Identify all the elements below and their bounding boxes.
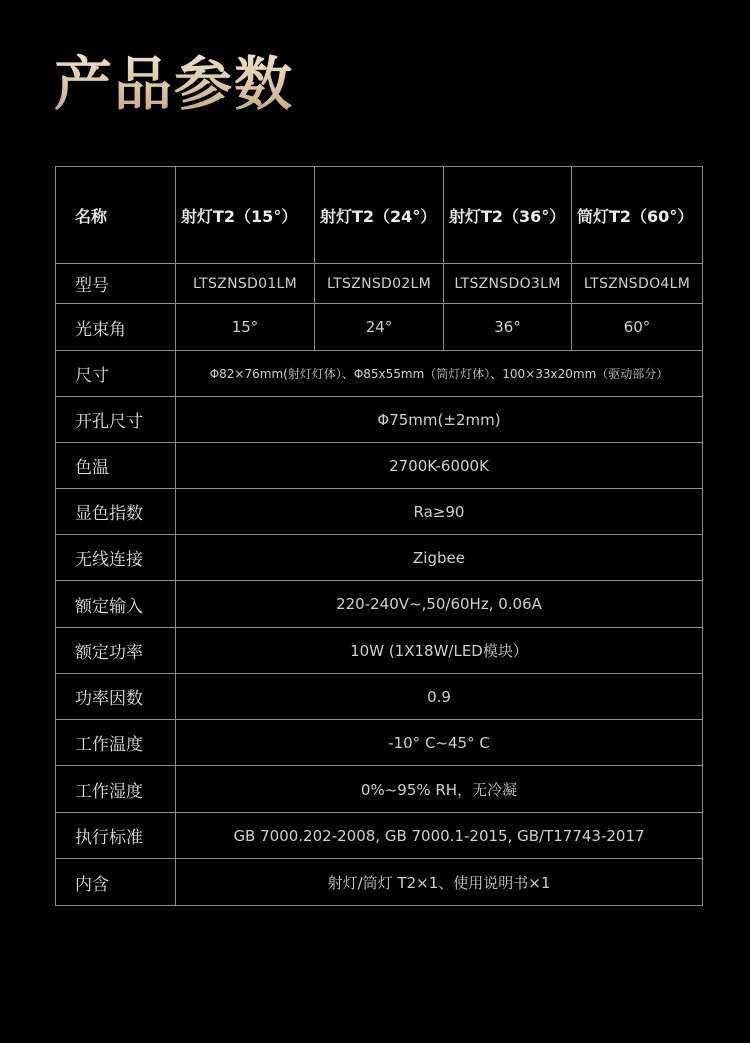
spec-table [55, 166, 703, 906]
model-value-4: LTSZNSDO4LM [572, 264, 703, 304]
table-row-package-contents [56, 859, 703, 906]
row-label-package-contents: 内含 [56, 859, 176, 906]
cri-value: Ra≥90 [176, 489, 703, 535]
row-label-beam-angle: 光束角 [56, 304, 176, 351]
row-label-cri: 显色指数 [56, 489, 176, 535]
operating-humidity-value: 0%~95% RH，无冷凝 [176, 766, 703, 813]
table-row-cutout [56, 397, 703, 443]
size-value: Φ82×76mm(射灯灯体）、Φ85x55mm（筒灯灯体）、100×33x20mm（驱动部分） [176, 351, 703, 397]
rated-power-value: 10W (1X18W/LED模块） [176, 628, 703, 674]
row-label-size: 尺寸 [56, 351, 176, 397]
table-row-rated-power [56, 628, 703, 674]
table-row-model [56, 264, 703, 304]
model-value-2: LTSZNSD02LM [315, 264, 444, 304]
package-contents-value: 射灯/筒灯 T2×1、使用说明书×1 [176, 859, 703, 906]
table-row-rated-input [56, 581, 703, 628]
table-row-operating-temperature [56, 720, 703, 766]
table-row-size [56, 351, 703, 397]
row-label-color-temperature: 色温 [56, 443, 176, 489]
row-label-rated-input: 额定输入 [56, 581, 176, 628]
row-label-power-factor: 功率因数 [56, 674, 176, 720]
row-label-operating-temperature: 工作温度 [56, 720, 176, 766]
row-label-cutout: 开孔尺寸 [56, 397, 176, 443]
beam-angle-value-3: 36° [444, 304, 572, 351]
row-label-wireless: 无线连接 [56, 535, 176, 581]
row-label-standards: 执行标准 [56, 813, 176, 859]
header-product-4: 筒灯T2（60°） [572, 167, 703, 264]
beam-angle-value-4: 60° [572, 304, 703, 351]
model-value-3: LTSZNSDO3LM [444, 264, 572, 304]
row-label-operating-humidity: 工作湿度 [56, 766, 176, 813]
table-row-beam-angle [56, 304, 703, 351]
rated-input-value: 220-240V~,50/60Hz, 0.06A [176, 581, 703, 628]
table-row-color-temperature [56, 443, 703, 489]
standards-value: GB 7000.202-2008, GB 7000.1-2015, GB/T17743-2017 [176, 813, 703, 859]
operating-temperature-value: -10° C~45° C [176, 720, 703, 766]
table-row-standards [56, 813, 703, 859]
table-row-wireless [56, 535, 703, 581]
color-temperature-value: 2700K-6000K [176, 443, 703, 489]
wireless-value: Zigbee [176, 535, 703, 581]
table-row-operating-humidity [56, 766, 703, 813]
power-factor-value: 0.9 [176, 674, 703, 720]
header-product-3: 射灯T2（36°） [444, 167, 572, 264]
table-row-cri [56, 489, 703, 535]
row-label-model: 型号 [56, 264, 176, 304]
model-value-1: LTSZNSD01LM [176, 264, 315, 304]
page-title: 产品参数 [54, 46, 294, 122]
table-row-power-factor [56, 674, 703, 720]
header-product-1: 射灯T2（15°） [176, 167, 315, 264]
row-label-rated-power: 额定功率 [56, 628, 176, 674]
header-name-label: 名称 [56, 167, 176, 264]
header-product-2: 射灯T2（24°） [315, 167, 444, 264]
beam-angle-value-1: 15° [176, 304, 315, 351]
cutout-value: Φ75mm(±2mm) [176, 397, 703, 443]
beam-angle-value-2: 24° [315, 304, 444, 351]
table-header-row [56, 167, 703, 264]
